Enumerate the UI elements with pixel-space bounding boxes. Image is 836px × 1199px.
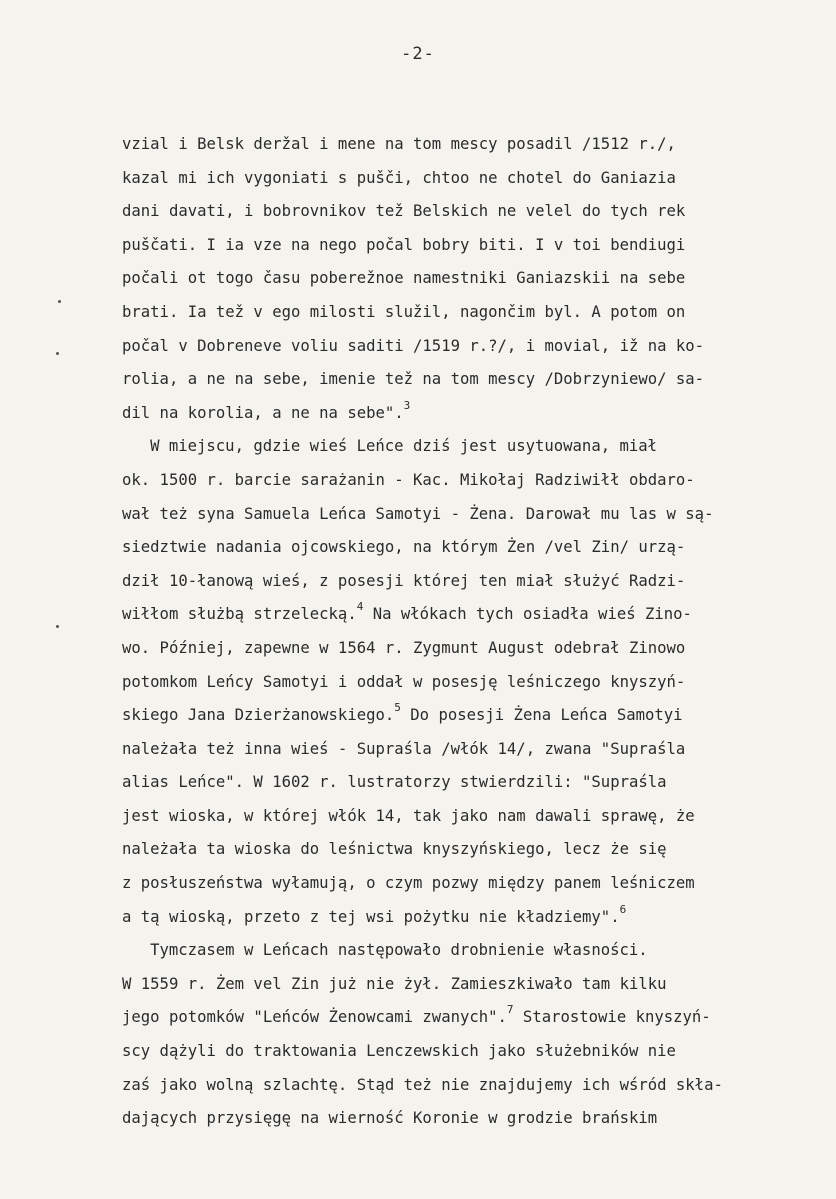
text-line [122,968,782,1002]
text-line [122,162,782,196]
text-line [122,195,782,229]
footnote-ref: 4 [356,600,364,614]
text-line [122,128,782,162]
line-text: dani davati, i bobrovnikov tež Belskich ne velel do tych rek [122,202,686,221]
line-text: jest wioska, w której włók 14, tak jako nam dawali sprawę, że [122,806,695,825]
footnote-ref: 5 [394,701,401,715]
line-text: ok. 1500 r. barcie sarażanin - Kac. Mikołaj Radziwiłł obdaro- [122,470,695,489]
line-text: Tymczasem w Leńcach następowało drobnienie własności. [150,941,648,960]
text-line [122,531,782,565]
text-line [122,430,782,464]
text-line [122,833,782,867]
line-text: dających przysięgę na wierność Koronie w grodzie brańskim [122,1109,658,1128]
line-text: kazal mi ich vygoniati s pušči, chtoo ne chotel do Ganiazia [122,168,676,187]
line-text: należała ta wioska do leśnictwa knyszyńskiego, lecz że się [122,840,667,859]
footnote-ref: 7 [506,1003,514,1017]
line-text-continued: Starostowie knyszyń- [513,1008,711,1027]
text-line [122,1069,782,1103]
text-line [122,934,782,968]
line-text: dil na korolia, a ne na sebe". [122,403,404,422]
text-line [122,262,782,296]
text-line [122,766,782,800]
text-line [122,565,782,599]
text-line [122,901,782,935]
line-text: wiłłom służbą strzelecką. [122,605,357,624]
line-text: potomkom Leńcy Samotyi i oddał w posesję leśniczego knyszyń- [122,672,686,691]
line-text: zaś jako wolną szlachtę. Stąd też nie znajdujemy ich wśród skła- [122,1075,723,1094]
line-text: počal v Dobreneve voliu saditi /1519 r.?/, i movial, iž na ko- [122,336,705,355]
text-line [122,733,782,767]
line-text: W 1559 r. Żem vel Zin już nie żył. Zamieszkiwało tam kilku [122,974,667,993]
line-text: wo. Później, zapewne w 1564 r. Zygmunt August odebrał Zinowo [122,638,686,657]
line-text: wał też syna Samuela Leńca Samotyi - Żena. Darował mu las w są- [122,504,714,523]
line-text: scy dążyli do traktowania Lenczewskich jako służebników nie [122,1042,676,1061]
text-line [122,1102,782,1136]
line-text: rolia, a ne na sebe, imenie tež na tom mescy /Dobrzyniewo/ sa- [122,370,705,389]
line-text: skiego Jana Dzierżanowskiego. [122,706,395,725]
line-text: jego potomków "Leńców Żenowcami zwanych". [122,1008,507,1027]
text-line [122,464,782,498]
line-text: siedztwie nadania ojcowskiego, na którym Żen /vel Zin/ urzą- [122,538,686,557]
page-number: -2- [401,44,435,64]
line-text: počali ot togo času poberežnoe namestniki Ganiazskii na sebe [122,269,686,288]
line-text: z posłuszeństwa wyłamują, o czym pozwy między panem leśniczem [122,874,695,893]
line-text-continued: Do posesji Żena Leńca Samotyi [400,706,683,725]
text-line [122,229,782,263]
text-line [122,397,782,431]
text-line [122,598,782,632]
line-text: vzial i Belsk deržal i mene na tom mescy posadil /1512 r./, [122,135,676,153]
line-text: alias Leńce". W 1602 r. lustratorzy stwierdzili: "Supraśla [122,773,667,792]
text-line [122,1035,782,1069]
footnote-ref: 6 [619,902,627,916]
line-text: puščati. I ia vze na nego počal bobry biti. I v toi bendiugi [122,235,686,254]
text-line [122,632,782,666]
text-line [122,498,782,532]
line-text: należała też inna wieś - Supraśla /włók 14/, zwana "Supraśla [122,739,686,758]
text-line [122,867,782,901]
margin-mark [56,625,59,628]
line-text: brati. Ia tež v ego milosti služil, nagončim byl. A potom on [122,302,686,321]
line-text: a tą wioską, przeto z tej wsi pożytku nie kładziemy". [122,907,620,926]
margin-mark [58,300,61,303]
text-line [122,296,782,330]
text-line [122,699,782,733]
text-line [122,1001,782,1035]
text-line [122,363,782,397]
text-line [122,800,782,834]
footnote-ref: 3 [403,398,411,412]
line-text-continued: Na włókach tych osiadła wieś Zino- [363,605,692,624]
body-text [122,128,782,1136]
margin-mark [56,352,59,355]
text-line [122,330,782,364]
line-text: dził 10-łanową wieś, z posesji której ten miał służyć Radzi- [122,571,686,590]
line-text: W miejscu, gdzie wieś Leńce dziś jest usytuowana, miał [150,437,658,456]
text-line [122,666,782,700]
